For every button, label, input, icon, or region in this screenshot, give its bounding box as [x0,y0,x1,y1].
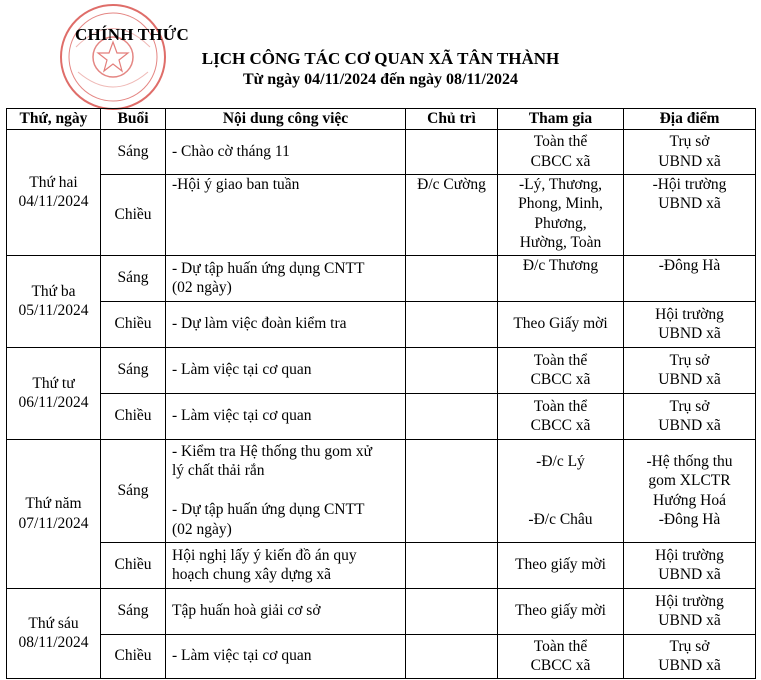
day-cell: Thứ ba 05/11/2024 [7,255,101,347]
session-cell: Chiều [101,301,166,347]
chair-cell [406,634,498,678]
chair-cell [406,347,498,393]
chair-cell [406,439,498,542]
session-cell: Sáng [101,347,166,393]
chair-cell [406,255,498,301]
table-row [7,174,756,255]
table-row [7,393,756,439]
header-chair: Chủ trì [406,109,498,130]
header-participants: Tham gia [498,109,624,130]
chair-cell [406,542,498,588]
location-cell: -Hệ thống thu gom XLCTR Hướng Hoá -Đông Hà [624,439,756,542]
participants-cell: Toàn thể CBCC xã [498,393,624,439]
content-cell: - Làm việc tại cơ quan [166,634,406,678]
session-cell: Sáng [101,588,166,634]
participants-cell: Theo giấy mời [498,588,624,634]
participants-cell: Đ/c Thương [498,255,624,301]
participants-cell: Toàn thể CBCC xã [498,347,624,393]
session-cell: Chiều [101,174,166,255]
location-cell: Hội trường UBND xã [624,588,756,634]
participants-cell: -Lý, Thương, Phong, Minh, Phương, Hường, Toàn [498,174,624,255]
date-range: Từ ngày 04/11/2024 đến ngày 08/11/2024 [243,71,518,88]
location-cell: Trụ sở UBND xã [624,393,756,439]
location-cell: Hội trường UBND xã [624,301,756,347]
chair-cell [406,393,498,439]
participants-cell: Toàn thể CBCC xã [498,129,624,174]
content-cell: - Chào cờ tháng 11 [166,129,406,174]
session-cell: Chiều [101,542,166,588]
table-row [7,634,756,678]
content-cell: - Làm việc tại cơ quan [166,347,406,393]
content-cell: -Hội ý giao ban tuần [166,174,406,255]
participants-cell: Toàn thể CBCC xã [498,634,624,678]
content-cell: - Dự tập huấn ứng dụng CNTT (02 ngày) [166,255,406,301]
content-cell: - Dự làm việc đoàn kiểm tra [166,301,406,347]
location-cell: -Hội trường UBND xã [624,174,756,255]
table-row [7,129,756,174]
location-cell: Trụ sở UBND xã [624,129,756,174]
day-cell: Thứ tư 06/11/2024 [7,347,101,439]
session-cell: Sáng [101,255,166,301]
header-row [7,109,756,130]
content-cell: Tập huấn hoà giải cơ sở [166,588,406,634]
session-cell: Chiều [101,393,166,439]
participants-cell: Theo Giấy mời [498,301,624,347]
schedule-table [6,108,756,679]
chair-cell: Đ/c Cường [406,174,498,255]
session-cell: Sáng [101,129,166,174]
day-cell: Thứ năm 07/11/2024 [7,439,101,588]
page-title: LỊCH CÔNG TÁC CƠ QUAN XÃ TÂN THÀNH [201,49,560,68]
header-day: Thứ, ngày [7,109,101,130]
chair-cell [406,588,498,634]
chair-cell [406,129,498,174]
header-session: Buổi [101,109,166,130]
content-cell: - Làm việc tại cơ quan [166,393,406,439]
table-row [7,255,756,301]
day-cell: Thứ sáu 08/11/2024 [7,588,101,678]
day-cell: Thứ hai 04/11/2024 [7,129,101,255]
table-row [7,588,756,634]
table-row [7,347,756,393]
participants-cell: Theo giấy mời [498,542,624,588]
header-location: Địa điểm [624,109,756,130]
location-cell: Hội trường UBND xã [624,542,756,588]
table-row [7,542,756,588]
header-content: Nội dung công việc [166,109,406,130]
session-cell: Chiều [101,634,166,678]
participants-cell: -Đ/c Lý -Đ/c Châu [498,439,624,542]
session-cell: Sáng [101,439,166,542]
table-row [7,301,756,347]
content-cell: - Kiểm tra Hệ thống thu gom xử lý chất thải rắn - Dự tập huấn ứng dụng CNTT (02 ngày) [166,439,406,542]
location-cell: Trụ sở UBND xã [624,347,756,393]
location-cell: -Đông Hà [624,255,756,301]
chair-cell [406,301,498,347]
table-row [7,439,756,542]
content-cell: Hội nghị lấy ý kiến đồ án quy hoạch chung xây dựng xã [166,542,406,588]
location-cell: Trụ sở UBND xã [624,634,756,678]
official-label: CHÍNH THỨC [75,25,189,44]
